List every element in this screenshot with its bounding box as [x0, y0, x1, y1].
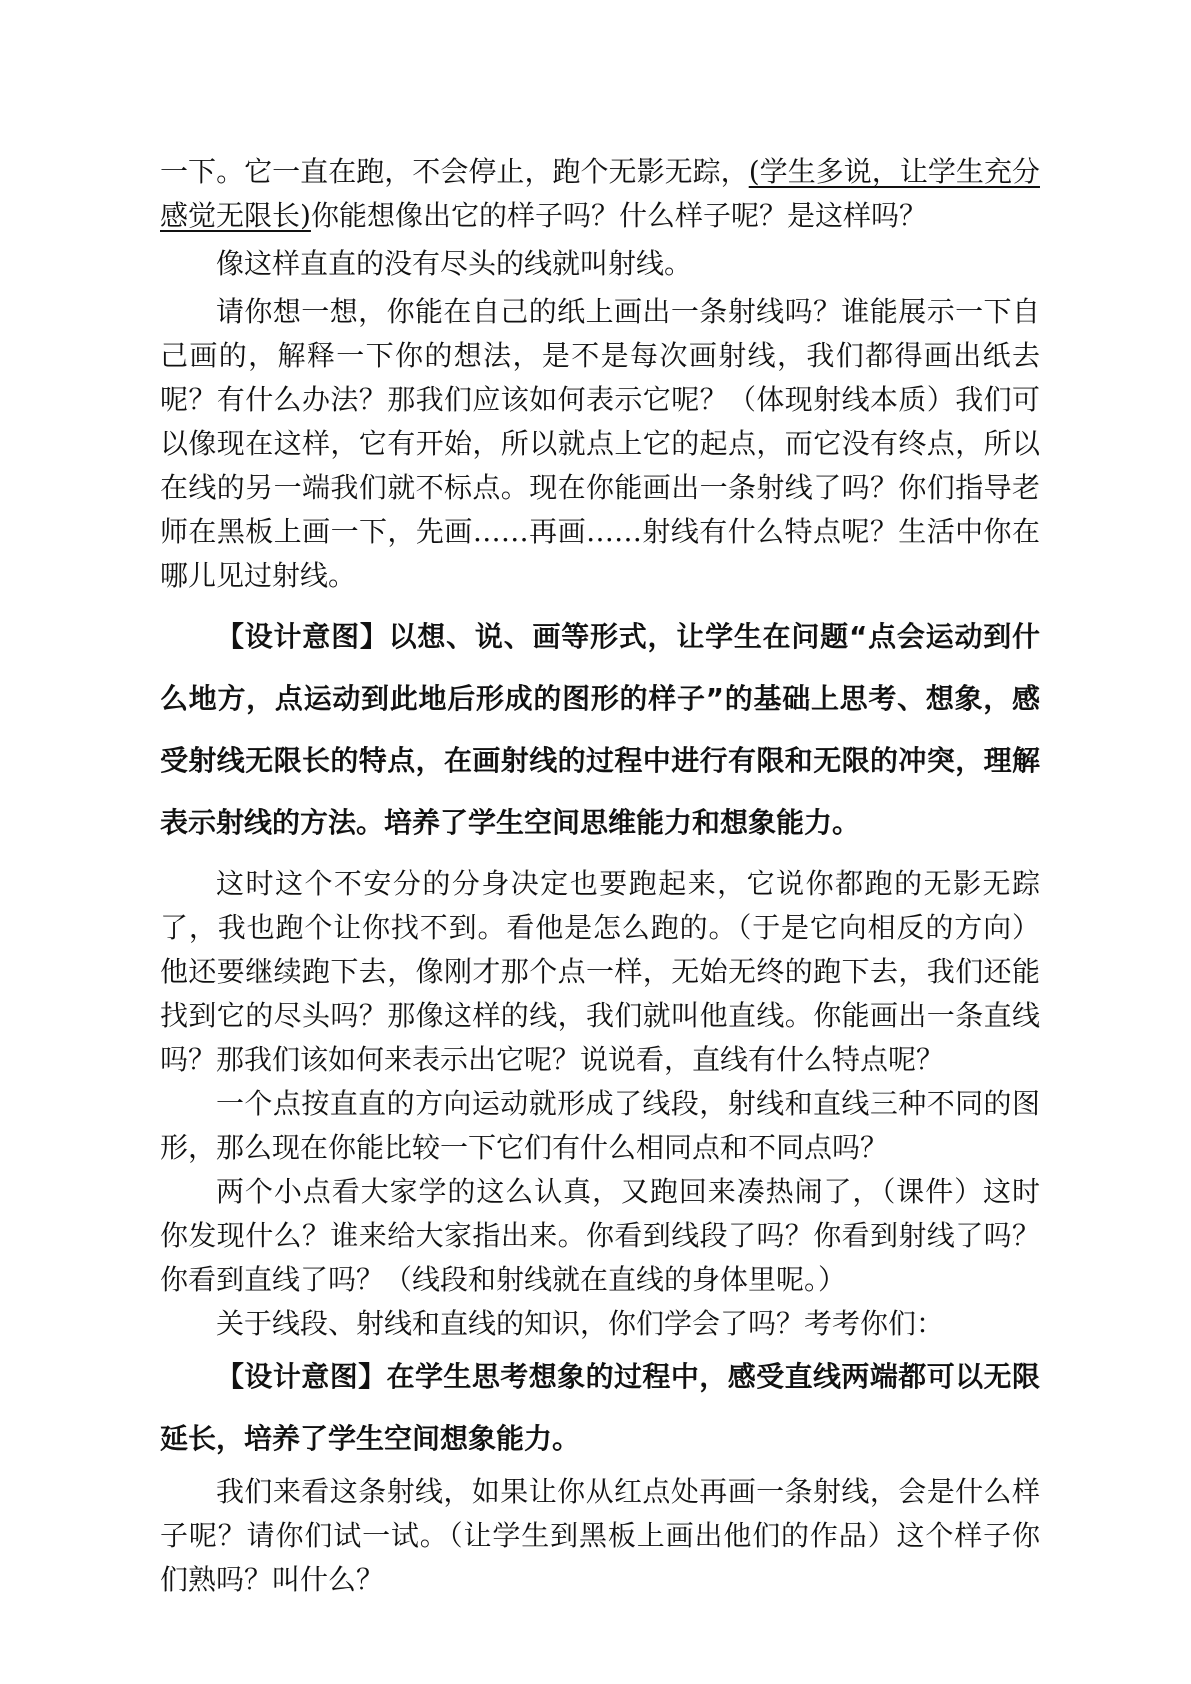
paragraph-compare: 一个点按直直的方向运动就形成了线段，射线和直线三种不同的图形，那么现在你能比较一下它们有什么相同点和不同点吗？ [160, 1087, 1040, 1164]
design-intent-note [160, 1346, 1040, 1470]
paragraph-two-points: 两个小点看大家学的这么认真，又跑回来凑热闹了，（课件）这时你发现什么？谁来给大家指出来。你看到线段了吗？你看到射线了吗？你看到直线了吗？（线段和射线就在直线的身体里呢。） [160, 1175, 1040, 1296]
paragraph-draw-ray: 请你想一想，你能在自己的纸上画出一条射线吗？谁能展示一下自己画的，解释一下你的想法，是不是每次画射线，我们都得画出纸去呢？有什么办法？那我们应该如何表示它呢？（体现射线本质）我们可以像现在这样，它有开始，所以就点上它的起点，而它没有终点，所以在线的另一端我们就不标点。现在你能画出一条射线了吗？你们指导老师在黑板上画一下，先画……再画……射线有什么特点呢？生活中你在哪儿见过射线。 [160, 295, 1040, 592]
design-intent-tag: 【设计意图】 [216, 620, 389, 653]
paragraph-quiz-intro: 关于线段、射线和直线的知识，你们学会了吗？考考你们： [216, 1307, 945, 1340]
underlined-note: (学生多说，让学生充分感觉无限长) [160, 155, 1040, 232]
design-intent-text: 以想、说、画等形式，让学生在问题“点会运动到什么地方，点运动到此地后形成的图形的样子”的基础上思考、想象，感受射线无限长的特点，在画射线的过程中进行有限和无限的冲突，理解表示射线的方法。培养了学生空间思维能力和想象能力。 [160, 620, 1040, 839]
design-intent-tag: 【设计意图】 [216, 1360, 387, 1393]
paragraph-text: 一下。它一直在跑，不会停止，跑个无影无踪， [160, 155, 749, 188]
paragraph-straight-line: 这时这个不安分的分身决定也要跑起来，它说你都跑的无影无踪了，我也跑个让你找不到。看他是怎么跑的。（于是它向相反的方向）他还要继续跑下去，像刚才那个点一样，无始无终的跑下去，我们还能找到它的尽头吗？那像这样的线，我们就叫他直线。你能画出一条直线吗？那我们该如何来表示出它呢？说说看，直线有什么特点呢？ [160, 867, 1040, 1076]
paragraph-ray-definition: 像这样直直的没有尽头的线就叫射线。 [216, 247, 693, 280]
paragraph-text: 你能想像出它的样子吗？什么样子呢？是这样吗？ [310, 199, 927, 232]
design-intent-note [160, 606, 1040, 854]
document-page [160, 150, 1040, 1602]
paragraph-red-point: 我们来看这条射线，如果让你从红点处再画一条射线，会是什么样子呢？请你们试一试。（让学生到黑板上画出他们的作品）这个样子你们熟吗？叫什么？ [160, 1475, 1040, 1596]
paragraph-continued [160, 150, 1040, 238]
design-intent-text: 在学生思考想象的过程中，感受直线两端都可以无限延长，培养了学生空间想象能力。 [160, 1360, 1040, 1455]
